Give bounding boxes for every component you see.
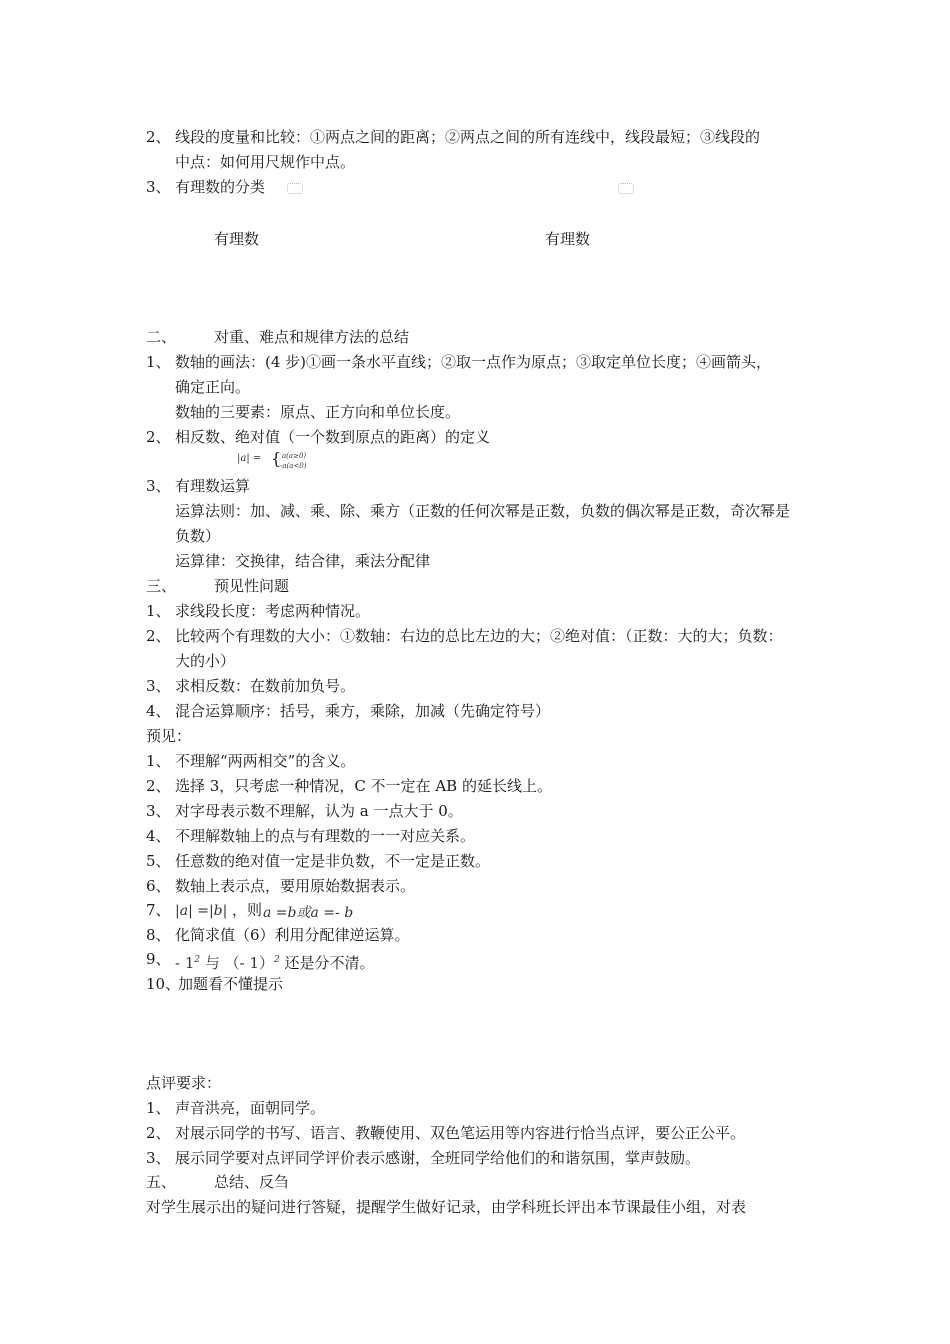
item-text: 数轴上表示点，要用原始数据表示。 xyxy=(175,877,416,895)
item-text: 求相反数：在数前加负号。 xyxy=(175,677,356,695)
item-number: 6、 xyxy=(146,877,171,895)
exponent: 2 xyxy=(274,955,280,965)
item-number: 7、 xyxy=(146,901,171,919)
item-text: 大的小） xyxy=(175,652,236,670)
math-expression: a =b或a =- b xyxy=(263,905,354,921)
item-number: 2、 xyxy=(146,777,171,795)
math-term: - 1 xyxy=(175,954,195,972)
item-number: 1、 xyxy=(146,353,171,371)
item-text: 相反数、绝对值（一个数到原点的距离）的定义 xyxy=(175,428,491,446)
formula-case: -a(a<0) xyxy=(280,462,307,470)
item-text: 任意数的绝对值一定是非负数，不一定是正数。 xyxy=(175,852,491,870)
item-text: 还是分不清。 xyxy=(279,954,375,972)
item-number: 10、 xyxy=(146,975,181,993)
item-text: 运算法则：加、减、乘、除、乘方（正数的任何次幂是正数，负数的偶次幂是正数，奇次幂是 xyxy=(175,502,791,520)
item-text: 数轴的三要素：原点、正方向和单位长度。 xyxy=(175,403,461,421)
placeholder-icon xyxy=(618,183,634,194)
formula-case: a(a≥0) xyxy=(282,452,307,460)
section-heading: 预见性问题 xyxy=(214,577,290,595)
paragraph-text: 对学生展示出的疑问进行答疑，提醒学生做好记录，由学科班长评出本节课最佳小组，对表 xyxy=(146,1198,747,1216)
item-text: 对字母表示数不理解，认为 a 一点大于 0。 xyxy=(175,802,463,820)
item-number: 2、 xyxy=(146,428,171,446)
item-text: 加题看不懂提示 xyxy=(178,975,284,993)
item-text: 数轴的画法：(4 步)①画一条水平直线；②取一点作为原点；③取定单位长度；④画箭头， xyxy=(175,353,772,371)
item-number: 3、 xyxy=(146,1149,171,1167)
section-number: 三、 xyxy=(146,577,177,595)
section-heading: 对重、难点和规律方法的总结 xyxy=(214,328,410,346)
item-text: 选择 3，只考虑一种情况，C 不一定在 AB 的延长线上。 xyxy=(175,777,552,795)
item-number: 8、 xyxy=(146,926,171,944)
item-text: 不理解数轴上的点与有理数的一一对应关系。 xyxy=(175,827,476,845)
item-text: ，则 xyxy=(232,901,263,919)
item-text: 有理数的分类 xyxy=(175,178,266,196)
section-heading: 总结、反刍 xyxy=(214,1173,290,1191)
item-number: 3、 xyxy=(146,178,171,196)
item-text: 展示同学要对点评同学评价表示感谢，全班同学给他们的和谐氛围，掌声鼓励。 xyxy=(175,1149,701,1167)
item-number: 3、 xyxy=(146,477,171,495)
review-label: 点评要求： xyxy=(146,1074,222,1092)
classification-label: 有理数 xyxy=(545,230,591,248)
item-number: 2、 xyxy=(146,128,171,146)
placeholder-icon xyxy=(287,183,303,194)
exponent: 2 xyxy=(194,955,201,965)
item-text: 确定正向。 xyxy=(175,378,251,396)
item-number: 3、 xyxy=(146,677,171,695)
math-term: 与 （- 1） xyxy=(200,954,275,972)
item-number: 2、 xyxy=(146,1124,171,1142)
item-text: 声音洪亮，面朝同学。 xyxy=(175,1099,326,1117)
section-number: 二、 xyxy=(146,328,177,346)
item-number: 5、 xyxy=(146,852,171,870)
item-number: 1、 xyxy=(146,1099,171,1117)
item-text: 化简求值（6）利用分配律逆运算。 xyxy=(175,926,410,944)
item-number: 3、 xyxy=(146,802,171,820)
item-text: 中点：如何用尺规作中点。 xyxy=(175,153,356,171)
item-text: 对展示同学的书写、语言、教鞭使用、双色笔运用等内容进行恰当点评，要公正公平。 xyxy=(175,1124,746,1142)
item-number: 4、 xyxy=(146,827,171,845)
formula-lhs: |a| = xyxy=(237,453,262,464)
item-text: 求线段长度：考虑两种情况。 xyxy=(175,602,371,620)
item-number: 2、 xyxy=(146,627,171,645)
item-text: 有理数运算 xyxy=(175,477,251,495)
section-number: 五、 xyxy=(146,1173,177,1191)
item-number: 1、 xyxy=(146,602,171,620)
math-expression xyxy=(175,950,375,973)
classification-label: 有理数 xyxy=(214,230,260,248)
item-text: 线段的度量和比较：①两点之间的距离；②两点之间的所有连线中，线段最短；③线段的 xyxy=(175,128,761,146)
item-text: 混合运算顺序：括号，乘方，乘除，加减（先确定符号） xyxy=(175,702,551,720)
item-text: 不理解“两两相交”的含义。 xyxy=(175,752,356,770)
item-text: 运算律：交换律，结合律，乘法分配律 xyxy=(175,552,431,570)
item-text: 负数） xyxy=(175,527,221,545)
brace-icon: { xyxy=(271,449,282,468)
math-expression: |a| =|b| xyxy=(175,903,228,919)
item-number: 1、 xyxy=(146,752,171,770)
item-text: 比较两个有理数的大小：①数轴：右边的总比左边的大；②绝对值：（正数：大的大；负数： xyxy=(175,627,783,645)
item-number: 4、 xyxy=(146,702,171,720)
foresee-label: 预见： xyxy=(146,727,192,745)
item-number: 9、 xyxy=(146,950,171,968)
